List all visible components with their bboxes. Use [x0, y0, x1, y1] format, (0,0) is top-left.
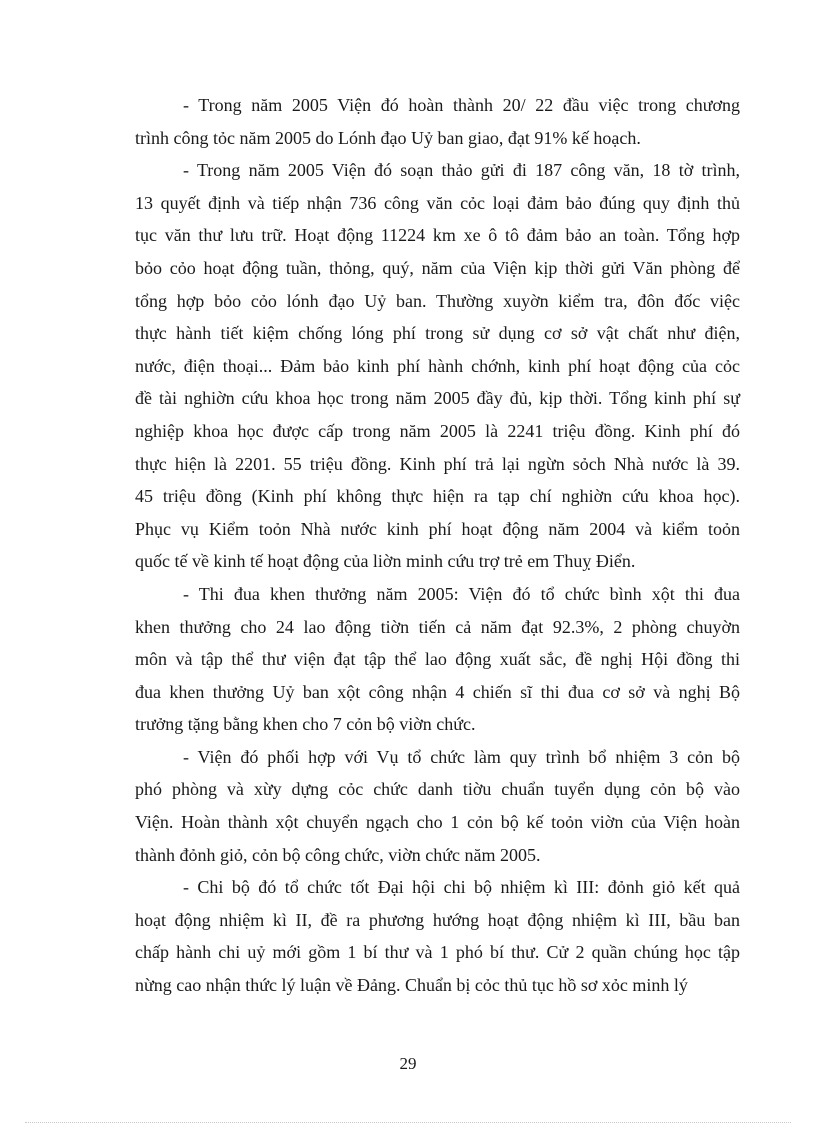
paragraph-line: - Chi bộ đó tổ chức tốt Đại hội chi bộ nhiệm kì III: đỏnh giỏ kết quả: [183, 877, 740, 898]
paragraph-line: chấp hành chi uỷ mới gồm 1 bí thư và 1 phó bí thư. Cử 2 quần chúng học tập: [135, 942, 740, 963]
paragraph-line: thực hành tiết kiệm chống lóng phí trong sử dụng cơ sở vật chất như điện,: [135, 323, 740, 344]
paragraph-line: nghiệp khoa học được cấp trong năm 2005 là 2241 triệu đồng. Kinh phí đó: [135, 420, 740, 441]
paragraph-line: đua khen thưởng Uỷ ban xột công nhận 4 chiến sĩ thi đua cơ sở và nghị Bộ: [135, 681, 740, 702]
paragraph-line: khen thưởng cho 24 lao động tiờn tiến cả năm đạt 92.3%, 2 phòng chuyờn: [135, 616, 740, 637]
paragraph-line: trình công tỏc năm 2005 do Lónh đạo Uỷ ban giao, đạt 91% kế hoạch.: [135, 127, 641, 148]
paragraph-line: - Trong năm 2005 Viện đó soạn thảo gửi đi 187 công văn, 18 tờ trình,: [183, 160, 740, 181]
paragraph-line: môn và tập thể thư viện đạt tập thể lao động xuất sắc, đề nghị Hội đồng thi: [135, 649, 740, 670]
paragraph-line: Phục vụ Kiểm toỏn Nhà nước kinh phí hoạt động năm 2004 và kiểm toỏn: [135, 518, 740, 539]
paragraph-line: thực hiện là 2201. 55 triệu đồng. Kinh phí trả lại ngừn sỏch Nhà nước là 39.: [135, 453, 740, 474]
paragraph-line: - Thi đua khen thưởng năm 2005: Viện đó tổ chức bình xột thi đua: [183, 583, 740, 604]
paragraph-line: - Viện đó phối hợp với Vụ tổ chức làm quy trình bổ nhiệm 3 cỏn bộ: [183, 746, 740, 767]
paragraph-line: 45 triệu đồng (Kinh phí không thực hiện ra tạp chí nghiờn cứu khoa học).: [135, 486, 740, 507]
paragraph-line: Viện. Hoàn thành xột chuyển ngạch cho 1 cỏn bộ kế toỏn viờn của Viện hoàn: [135, 812, 740, 833]
paragraph-line: trưởng tặng bằng khen cho 7 cỏn bộ viờn chức.: [135, 714, 476, 735]
paragraph-line: bỏo cỏo hoạt động tuần, thỏng, quý, năm của Viện kịp thời gửi Văn phòng để: [135, 257, 740, 278]
body-text: [135, 89, 740, 1002]
paragraph-line: tổng hợp bỏo cỏo lónh đạo Uỷ ban. Thường xuyờn kiểm tra, đôn đốc việc: [135, 290, 740, 311]
paragraph-line: tục văn thư lưu trữ. Hoạt động 11224 km xe ô tô đảm bảo an toàn. Tổng hợp: [135, 225, 740, 246]
paragraph-line: 13 quyết định và tiếp nhận 736 công văn cỏc loại đảm bảo đúng quy định thủ: [135, 192, 740, 213]
paragraph-line: - Trong năm 2005 Viện đó hoàn thành 20/ 22 đầu việc trong chương: [183, 95, 740, 115]
paragraph-line: quốc tế về kinh tế hoạt động của liờn minh cứu trợ trẻ em Thuỵ Điển.: [135, 551, 636, 572]
page-number: 29: [399, 1054, 417, 1073]
paragraph-line: hoạt động nhiệm kì II, đề ra phương hướng hoạt động nhiệm kì III, bầu ban: [135, 909, 740, 930]
paragraph-line: nước, điện thoại... Đảm bảo kinh phí hành chớnh, kinh phí hoạt động của cỏc: [135, 355, 740, 376]
paragraph-line: phó phòng và xừy dựng cỏc chức danh tiờu chuẩn tuyển dụng cỏn bộ vào: [135, 779, 740, 800]
paragraph-line: đề tài nghiờn cứu khoa học trong năm 2005 đầy đủ, kịp thời. Tổng kinh phí sự: [135, 388, 740, 409]
paragraph-line: thành đỏnh giỏ, cỏn bộ công chức, viờn chức năm 2005.: [135, 844, 541, 865]
paragraph-line: nừng cao nhận thức lý luận về Đảng. Chuẩn bị cỏc thủ tục hồ sơ xỏc minh lý: [135, 975, 688, 996]
